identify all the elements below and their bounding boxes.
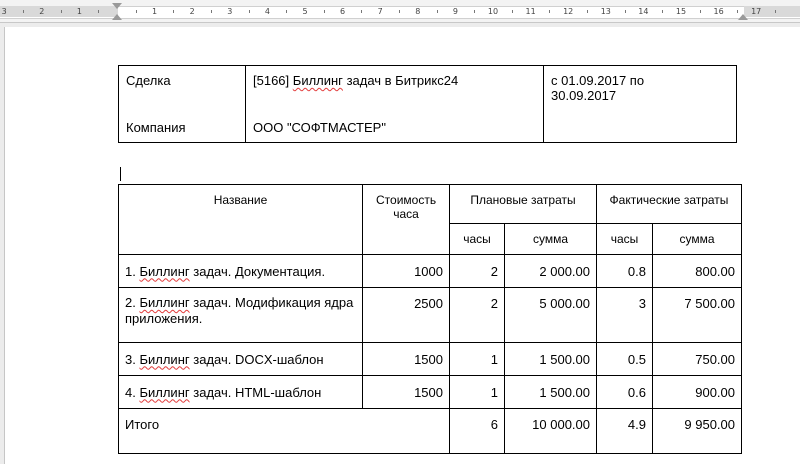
col-name-header: Название [119, 185, 363, 255]
planned-hours: 1 [450, 376, 505, 409]
ruler-tick [23, 10, 24, 13]
planned-hours: 1 [450, 343, 505, 376]
ruler-tick [700, 10, 701, 13]
deal-rest: задач в Битрикс24 [346, 73, 459, 88]
ruler-tick [399, 10, 400, 13]
ruler-number: 12 [563, 7, 574, 16]
ruler-tick [361, 10, 362, 13]
ruler-left-margin [0, 6, 118, 17]
deal-info-table [118, 65, 737, 143]
total-actual-sum: 9 950.00 [653, 409, 742, 454]
table-row [119, 288, 742, 343]
hour-rate: 1500 [363, 343, 450, 376]
actual-sum: 800.00 [653, 255, 742, 288]
planned-hours: 2 [450, 255, 505, 288]
ruler-tick [474, 10, 475, 13]
ruler-number: 13 [600, 7, 611, 16]
task-name: 2. Биллинг задач. Модификация ядра приложения. [119, 288, 363, 343]
ruler-number: 10 [487, 7, 499, 16]
ruler-tick [61, 10, 62, 13]
actual-hours: 0.8 [597, 255, 653, 288]
total-label: Итого [119, 409, 450, 454]
hour-rate: 1000 [363, 255, 450, 288]
ruler-tick [587, 10, 588, 13]
actual-sum: 750.00 [653, 343, 742, 376]
left-indent-marker[interactable] [112, 14, 122, 20]
deal-word: Биллинг [292, 73, 343, 88]
deal-id: [5166] [253, 73, 290, 88]
horizontal-ruler[interactable] [0, 0, 800, 23]
ruler-tick [625, 10, 626, 13]
cost-table [118, 184, 742, 454]
ruler-tick [437, 10, 438, 13]
ruler-number: 16 [713, 7, 724, 16]
deal-label: Сделка [126, 73, 171, 88]
first-line-indent-marker[interactable] [112, 3, 122, 9]
col-plan-hours-header: часы [450, 224, 505, 255]
total-planned-hours: 6 [450, 409, 505, 454]
ruler-tick [173, 10, 174, 13]
ruler-tick [549, 10, 550, 13]
task-name: 1. Биллинг задач. Документация. [119, 255, 363, 288]
table-row [119, 376, 742, 409]
col-planned-header: Плановые затраты [450, 185, 597, 224]
planned-sum: 1 500.00 [505, 376, 597, 409]
actual-sum: 7 500.00 [653, 288, 742, 343]
ruler-tick [286, 10, 287, 13]
planned-sum: 5 000.00 [505, 288, 597, 343]
ruler-tick [98, 10, 99, 13]
col-fact-sum-header: сумма [653, 224, 742, 255]
total-row [119, 409, 742, 454]
ruler-tick [324, 10, 325, 13]
ruler-number: 2 [189, 7, 195, 16]
ruler-number: 3 [227, 7, 233, 16]
hour-rate: 1500 [363, 376, 450, 409]
text-cursor [120, 167, 121, 181]
task-name: 3. Биллинг задач. DOCX-шаблон [119, 343, 363, 376]
planned-hours: 2 [450, 288, 505, 343]
task-name: 4. Биллинг задач. HTML-шаблон [119, 376, 363, 409]
ruler-tick [249, 10, 250, 13]
ruler-tick [136, 10, 137, 13]
actual-hours: 0.6 [597, 376, 653, 409]
actual-sum: 900.00 [653, 376, 742, 409]
total-actual-hours: 4.9 [597, 409, 653, 454]
actual-hours: 3 [597, 288, 653, 343]
period-value: с 01.09.2017 по 30.09.2017 [551, 73, 645, 103]
right-indent-marker[interactable] [738, 14, 748, 20]
table-row [119, 255, 742, 288]
col-rate-label: Стоимость часа [376, 193, 437, 221]
ruler-number: 6 [340, 7, 346, 16]
ruler-number: 2 [39, 7, 45, 16]
hour-rate: 2500 [363, 288, 450, 343]
ruler-tick [662, 10, 663, 13]
col-rate-header [363, 185, 450, 255]
planned-sum: 2 000.00 [505, 255, 597, 288]
ruler-number: 7 [377, 7, 383, 16]
col-actual-header: Фактические затраты [597, 185, 742, 224]
ruler-tick [512, 10, 513, 13]
period-cell [544, 66, 737, 143]
ruler-tick [775, 10, 776, 13]
planned-sum: 1 500.00 [505, 343, 597, 376]
actual-hours: 0.5 [597, 343, 653, 376]
value-cell [246, 66, 544, 143]
deal-value [253, 73, 536, 88]
ruler-tick [737, 10, 738, 13]
ruler-number: 3 [1, 7, 7, 16]
ruler-number: 11 [525, 7, 536, 16]
company-value: ООО "СОФТМАСТЕР" [253, 120, 386, 135]
col-fact-hours-header: часы [597, 224, 653, 255]
ruler-number: 9 [452, 7, 458, 16]
ruler-number: 14 [638, 7, 649, 16]
table-row [119, 343, 742, 376]
ruler-tick [211, 10, 212, 13]
col-plan-sum-header: сумма [505, 224, 597, 255]
ruler-number: 1 [152, 7, 158, 16]
ruler-number: 4 [264, 7, 270, 16]
document-page[interactable] [4, 27, 800, 464]
ruler-number: 1 [76, 7, 82, 16]
ruler-number: 8 [415, 7, 421, 16]
ruler-number: 5 [302, 7, 308, 16]
ruler-number: 15 [675, 7, 687, 16]
total-planned-sum: 10 000.00 [505, 409, 597, 454]
ruler-number: 17 [751, 7, 762, 16]
label-cell [119, 66, 246, 143]
company-label: Компания [126, 120, 186, 135]
